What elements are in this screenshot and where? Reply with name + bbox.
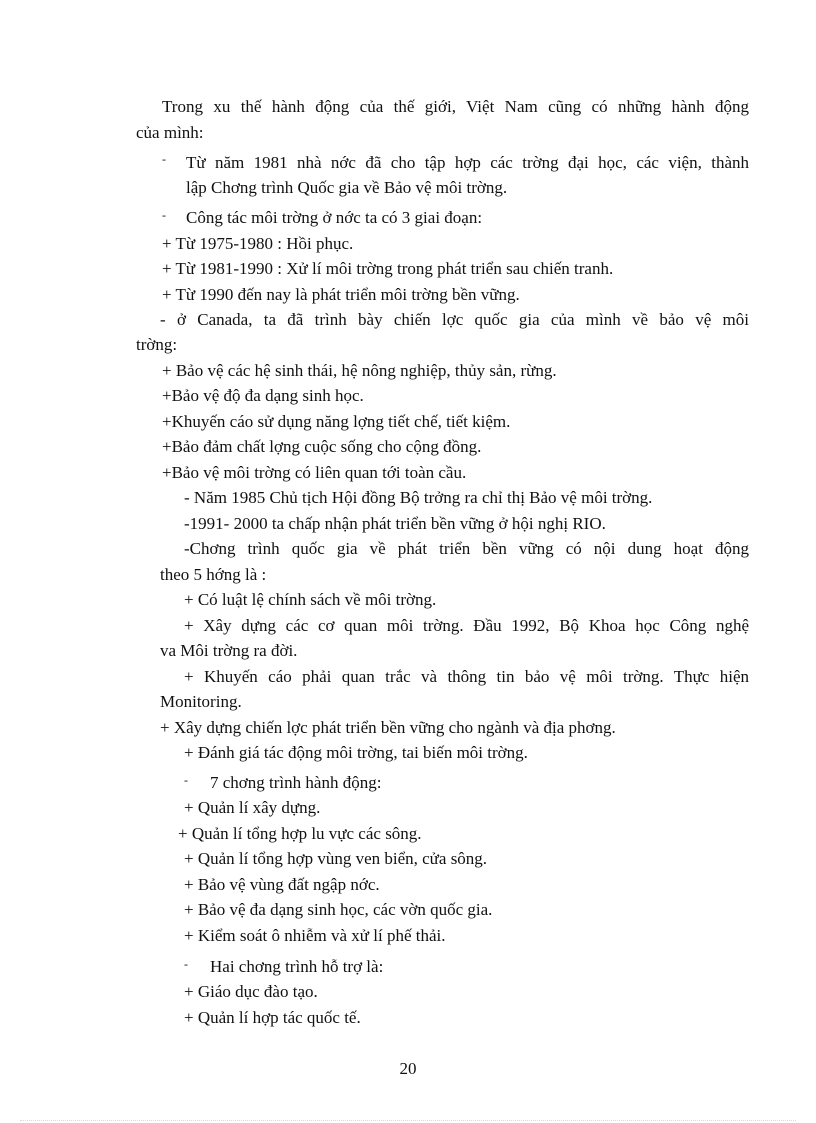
- paragraph-line: +Bảo vệ môi trờng có liên quan tới toàn cầu.: [162, 463, 467, 482]
- paragraph-line: + Đánh giá tác động môi trờng, tai biến môi trờng.: [184, 743, 528, 762]
- paragraph-line: Monitoring.: [160, 692, 242, 711]
- paragraph-line: + Xây dựng chiến lợc phát triển bền vững cho ngành và địa phơng.: [160, 718, 616, 737]
- paragraph-line: + Có luật lệ chính sách về môi trờng.: [184, 590, 437, 609]
- paragraph-line: + Kiểm soát ô nhiễm và xử lí phế thải.: [184, 926, 446, 945]
- paragraph-line: - ở Canada, ta đã trình bày chiến lợc quốc gia của mình về bảo vệ môi: [160, 310, 749, 329]
- paragraph-line: +Bảo vệ độ đa dạng sinh học.: [162, 386, 364, 405]
- paragraph-line: của mình:: [136, 123, 204, 142]
- paragraph-line: va Môi trờng ra đời.: [160, 641, 298, 660]
- paragraph-line: Từ năm 1981 nhà nớc đã cho tập hợp các trờng đại học, các viện, thành: [186, 153, 749, 172]
- paragraph-line: - Năm 1985 Chủ tịch Hội đồng Bộ trởng ra chỉ thị Bảo vệ môi trờng.: [184, 488, 653, 507]
- paragraph-line: 7 chơng trình hành động:: [210, 773, 382, 792]
- bullet-dash: -: [162, 152, 166, 166]
- paragraph-line: Công tác môi trờng ở nớc ta có 3 giai đoạn:: [186, 208, 483, 227]
- paragraph-line: + Bảo vệ các hệ sinh thái, hệ nông nghiệp, thủy sản, rừng.: [162, 361, 557, 380]
- paragraph-line: + Bảo vệ vùng đất ngập nớc.: [184, 875, 380, 894]
- paragraph-line: + Từ 1990 đến nay là phát triển môi trờng bền vững.: [162, 285, 520, 304]
- paragraph-line: + Giáo dục đào tạo.: [184, 982, 318, 1001]
- paragraph-line: theo 5 hớng là :: [160, 565, 267, 584]
- paragraph-line: -Chơng trình quốc gia về phát triển bền vững có nội dung hoạt động: [184, 539, 749, 558]
- paragraph-line: + Bảo vệ đa dạng sinh học, các vờn quốc gia.: [184, 900, 493, 919]
- paragraph-line: + Quản lí tổng hợp vùng ven biển, cửa sông.: [184, 849, 488, 868]
- paragraph-line: + Quản lí xây dựng.: [184, 798, 321, 817]
- bullet-dash: -: [184, 957, 188, 971]
- paragraph-line: Hai chơng trình hỗ trợ là:: [210, 957, 384, 976]
- paragraph-line: + Từ 1975-1980 : Hồi phục.: [162, 234, 354, 253]
- page-bottom-rule: [20, 1120, 796, 1121]
- paragraph-line: + Xây dựng các cơ quan môi trờng. Đầu 1992, Bộ Khoa học Công nghệ: [184, 616, 749, 635]
- paragraph-line: Trong xu thế hành động của thế giới, Việt Nam cũng có những hành động: [162, 97, 749, 116]
- paragraph-line: trờng:: [136, 335, 178, 354]
- paragraph-line: -1991- 2000 ta chấp nhận phát triển bền vững ở hội nghị RIO.: [184, 514, 606, 533]
- bullet-dash: -: [162, 208, 166, 222]
- paragraph-line: + Khuyến cáo phải quan trắc và thông tin bảo vệ môi trờng. Thực hiện: [184, 667, 749, 686]
- paragraph-line: +Khuyến cáo sử dụng năng lợng tiết chế, tiết kiệm.: [162, 412, 511, 431]
- paragraph-line: + Từ 1981-1990 : Xử lí môi trờng trong phát triển sau chiến tranh.: [162, 259, 614, 278]
- paragraph-line: +Bảo đảm chất lợng cuộc sống cho cộng đồng.: [162, 437, 482, 456]
- bullet-dash: -: [184, 773, 188, 787]
- paragraph-line: + Quản lí hợp tác quốc tế.: [184, 1008, 361, 1027]
- paragraph-line: lập Chơng trình Quốc gia về Bảo vệ môi trờng.: [186, 178, 508, 197]
- paragraph-line: + Quản lí tổng hợp lu vực các sông.: [178, 824, 422, 843]
- page-number: 20: [399, 1059, 417, 1078]
